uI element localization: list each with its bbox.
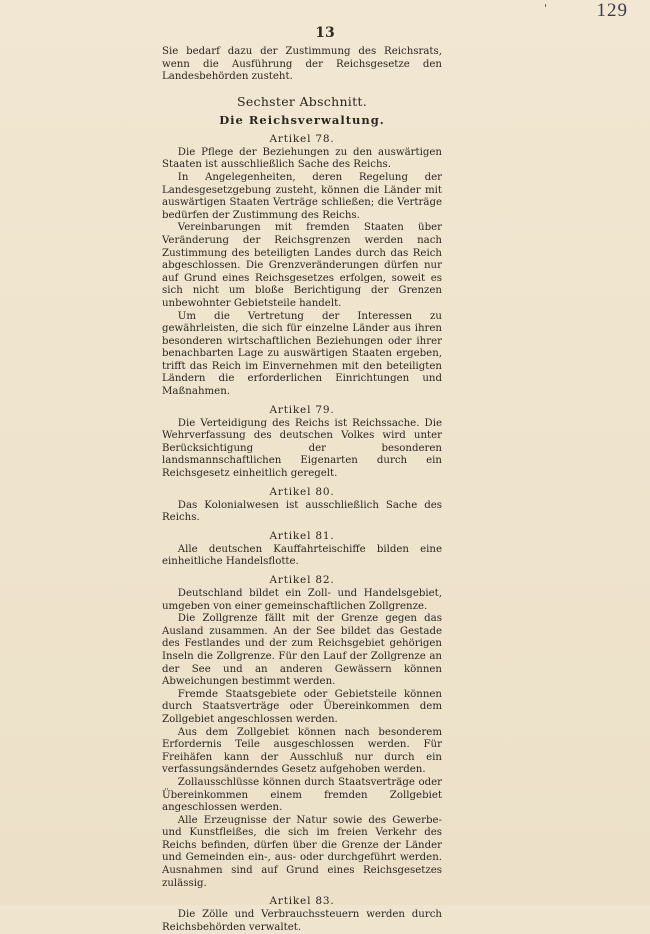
article-paragraph: Zollausschlüsse können durch Staatsverträge oder Übereinkommen einem fremden Zollgebiet angeschlossen werden.: [162, 776, 442, 814]
article-79: [162, 404, 442, 481]
article-78: [162, 133, 442, 399]
article-title: Artikel 81.: [269, 529, 335, 542]
article-paragraph: Deutschland bildet ein Zoll- und Handelsgebiet, umgeben von einer gemeinschaftlichen Zollgrenze.: [162, 588, 442, 612]
article-81: [162, 530, 442, 569]
document-body: [162, 46, 442, 934]
archive-number: 129: [596, 0, 628, 21]
article-83: [162, 895, 442, 934]
article-title: Artikel 79.: [269, 403, 335, 416]
article-82: [162, 574, 442, 890]
article-title: Artikel 82.: [269, 574, 335, 586]
article-paragraph: Alle deutschen Kauffahrteischiffe bilden eine einheitliche Handelsflotte.: [162, 543, 442, 568]
article-80: [162, 486, 442, 525]
article-paragraph: Die Verteidigung des Reichs ist Reichssache. Die Wehrverfassung des deutschen Volkes wird unter Berücksichtigung der besonderen landsmannschaftlichen Eigenarten durch ein Reichsgesetz einheitlich geregelt.: [162, 417, 442, 480]
article-paragraph: Das Kolonialwesen ist ausschließlich Sache des Reichs.: [162, 499, 442, 524]
article-title: Artikel 78.: [269, 132, 335, 145]
article-paragraph: Um die Vertretung der Interessen zu gewährleisten, die sich für einzelne Länder aus ihren besonderen wirtschaftlichen Beziehungen oder ihrer benachbarten Lage zu auswärtigen Staaten ergeben, trifft das Reich im Einvernehmen mit den beteiligten Ländern die erforderlichen Einrichtungen und Maßnahmen.: [162, 310, 442, 398]
intro-paragraph: Sie bedarf dazu der Zustimmung des Reichsrats, wenn die Ausführung der Reichsgesetze den Landesbehörden zusteht.: [162, 46, 442, 83]
article-title: Artikel 83.: [269, 895, 335, 908]
corner-mark: ': [544, 2, 548, 15]
page-number: 13: [315, 25, 335, 41]
section-subtitle: Die Reichsverwaltung.: [219, 112, 385, 127]
article-paragraph: Fremde Staatsgebiete oder Gebietsteile können durch Staatsverträge oder Übereinkommen dem Zollgebiet angeschlossen werden.: [162, 688, 442, 725]
article-paragraph: Die Zollgrenze fällt mit der Grenze gegen das Ausland zusammen. An der See bildet das Gestade des Festlandes und der zum Reichsgebiet gehörigen Inseln die Zollgrenze. Für den Lauf der Zollgrenze an der See und an anderen Gewässern können Abweichungen bestimmt werden.: [162, 613, 442, 688]
article-paragraph: In Angelegenheiten, deren Regelung der Landesgesetzgebung zusteht, können die Länder mit auswärtigen Staaten Verträge schließen; die Verträge bedürfen der Zustimmung des Reichs.: [162, 171, 442, 221]
article-paragraph: Vereinbarungen mit fremden Staaten über Veränderung der Reichsgrenzen werden nach Zustimmung des beteiligten Landes durch das Reich abgeschlossen. Die Grenzveränderungen dürfen nur auf Grund eines Reichsgesetzes erfolgen, soweit es sich nicht um bloße Berichtigung der Grenzen unbewohnter Gebietsteile handelt.: [162, 222, 442, 309]
section-heading: Sechster Abschnitt.: [236, 93, 368, 109]
article-paragraph: Die Pflege der Beziehungen zu den auswärtigen Staaten ist ausschließlich Sache des Reichs.: [162, 146, 442, 171]
article-paragraph: Aus dem Zollgebiet können nach besonderem Erfordernis Teile ausgeschlossen werden. Für Freihäfen kann der Ausschluß nur durch ein verfassungsänderndes Gesetz aufgehoben werden.: [162, 726, 442, 776]
article-paragraph: Alle Erzeugnisse der Natur sowie des Gewerbe- und Kunstfleißes, die sich im freien Verkehr des Reichs befinden, dürfen über die Grenze der Länder und Gemeinden ein-, aus- oder durchgeführt werden. Ausnahmen sind auf Grund eines Reichsgesetzes zulässig.: [162, 814, 442, 889]
article-title: Artikel 80.: [269, 485, 335, 498]
article-paragraph: Die Zölle und Verbrauchssteuern werden durch Reichsbehörden verwaltet.: [162, 909, 442, 933]
